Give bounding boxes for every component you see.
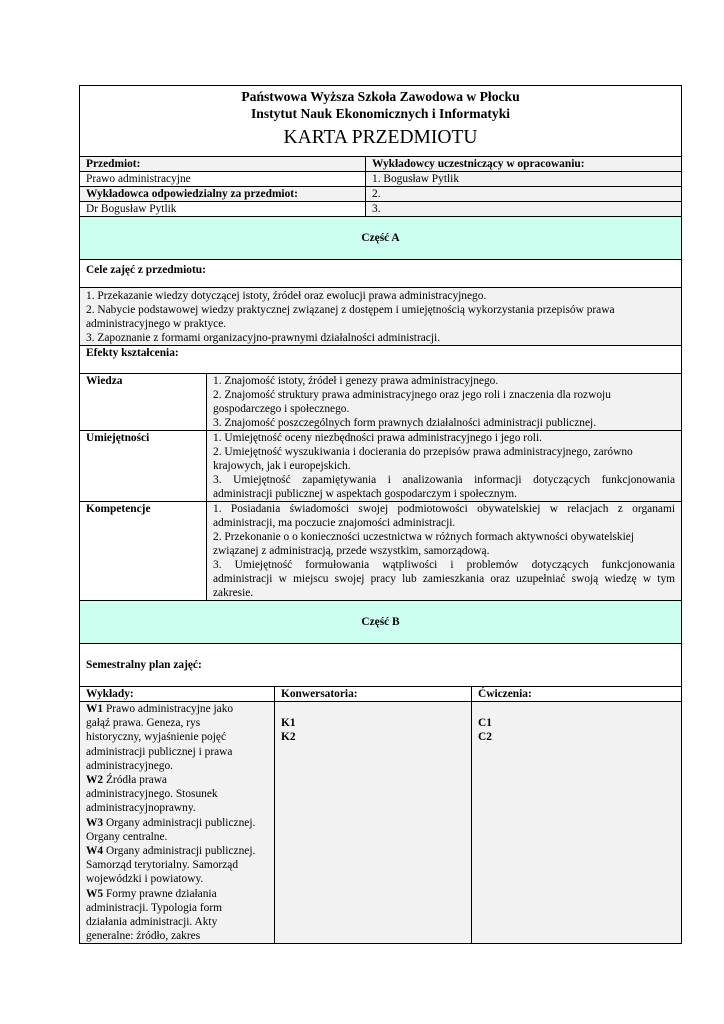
exercise-item: C1 (478, 717, 492, 729)
lecture-line: Organy administracji publicznej. (103, 845, 256, 858)
skills-line: 1. Umiejętność oceny niezbędności prawa administracyjnego i jego roli. (213, 432, 542, 444)
lecturers-label: Wykładowcy uczestniczący w opracowaniu: (366, 157, 682, 172)
skills-line: krajowych, jak i europejskich. (213, 460, 351, 472)
competence-line: związanej z administracją, przede wszystkim, samorządową. (213, 545, 490, 557)
part-b-title (80, 601, 682, 644)
responsible-value: Dr Bogusław Pytlik (80, 202, 366, 217)
goal-2: 2. Nabycie podstawowej wiedzy praktycznej związanej z dostępem i umiejętnością wykorzystania przepisów prawa (86, 304, 615, 316)
lecture-line: Źródła prawa (103, 774, 167, 787)
responsible-label: Wykładowca odpowiedzialny za przedmiot: (80, 187, 366, 202)
goal-1: 1. Przekazanie wiedzy dotyczącej istoty, źródeł oraz ewolucji prawa administracyjnego. (86, 290, 487, 302)
subject-label: Przedmiot: (80, 157, 366, 172)
lecture-line: administracyjnoprawny. (86, 802, 196, 815)
lecture-code: W3 (86, 816, 104, 829)
lecture-item (86, 887, 268, 944)
document-title: KARTA PRZEDMIOTU (283, 127, 478, 148)
lectures-list (80, 702, 275, 944)
competence-line: 1. Posiadania świadomości swojej podmiotowości obywatelskiej w relacjach z organami (213, 503, 675, 515)
lecturer-1: 1. Bogusław Pytlik (366, 172, 682, 187)
exercise-item: C2 (478, 731, 492, 744)
lecture-line: gałąź prawa. Geneza, rys (86, 717, 201, 730)
outcome-knowledge-text (207, 374, 682, 431)
subject-value: Prawo administracyjne (80, 172, 366, 187)
competence-line: 3. Umiejętność formułowania wątpliwości i problemów dotyczących funkcjonowania (213, 559, 675, 571)
institute-name: Instytut Nauk Ekonomicznych i Informatyki (250, 106, 511, 121)
goal-3: 3. Zapoznanie z formami organizacyjno-prawnymi działalności administracji. (86, 332, 441, 344)
outcome-skills-label: Umiejętności (80, 431, 207, 502)
conversatory-item: K2 (281, 731, 296, 744)
competence-line: 2. Przekonanie o o konieczności uczestnictwa w różnych formach aktywności obywatelskiej (213, 531, 634, 543)
lecture-item (86, 773, 268, 816)
skills-line: administracji publicznej w aspektach gospodarczym i społecznym. (213, 488, 517, 500)
lecture-item (86, 702, 268, 773)
knowledge-line: 1. Znajomość istoty, źródeł i genezy prawa administracyjnego. (213, 375, 499, 387)
lecture-code: W5 (86, 887, 104, 900)
course-card (79, 85, 681, 943)
lecture-line: Samorząd terytorialny. Samorząd (86, 859, 239, 872)
competence-line: zakresie. (213, 587, 254, 599)
part-a-title (80, 217, 682, 260)
goals-list (80, 288, 682, 346)
outcome-competences-text (207, 502, 682, 601)
info-table (79, 85, 682, 217)
lecture-code: W4 (86, 845, 104, 858)
lecture-code: W2 (86, 774, 104, 787)
col-lectures-header: Wykłady: (80, 687, 275, 702)
lecture-line: historyczny, wyjaśnienie pojęć (86, 731, 227, 744)
competence-line: administracji w miejscu swojej pracy lub zamieszkania oraz uzupełniać swoją wiedzę w tym (213, 573, 675, 585)
lecture-item (86, 844, 268, 887)
lecture-line: działania administracji. Akty (86, 916, 218, 929)
lecture-line: Organy administracji publicznej. (103, 816, 256, 829)
lecture-line: generalne: źródło, zakres (86, 930, 201, 943)
part-b-title-text: Część B (361, 616, 400, 628)
outcome-knowledge-label: Wiedza (80, 374, 207, 431)
part-a-table (79, 216, 682, 687)
exercises-list (472, 702, 682, 944)
conversatory-item: K1 (281, 717, 296, 729)
lecture-item (86, 816, 268, 844)
skills-line: 3. Umiejętność zapamiętywania i analizowania informacji dotyczących funkcjonowania (213, 474, 675, 486)
knowledge-line: gospodarczego i społecznego. (213, 403, 350, 415)
lecture-code: W1 (86, 703, 104, 715)
competence-line: administracji, ma poczucie znajomości administracji. (213, 517, 456, 529)
lecture-line: administracyjnego. (86, 759, 173, 772)
goal-2-cont: administracyjnego w praktyce. (86, 318, 227, 330)
lecturer-2: 2. (366, 187, 682, 202)
col-exercises-header: Ćwiczenia: (472, 687, 682, 702)
lecture-line: Prawo administracyjne jako (103, 703, 234, 715)
lecturer-3: 3. (366, 202, 682, 217)
outcome-competences-label: Kompetencje (80, 502, 207, 601)
part-a-title-text: Część A (361, 232, 400, 244)
knowledge-line: 3. Znajomość poszczególnych form prawnych działalności administracji publicznej. (213, 417, 597, 429)
lecture-line: administracji publicznej i prawa (86, 745, 233, 758)
outcome-skills-text (207, 431, 682, 502)
goals-label: Cele zajęć z przedmiotu: (80, 260, 682, 288)
knowledge-line: 2. Znajomość struktury prawa administracyjnego oraz jego roli i znaczenia dla rozwoju (213, 389, 611, 401)
plan-table (79, 686, 682, 944)
conversatories-list (275, 702, 472, 944)
lecture-line: administracji. Typologia form (86, 901, 222, 914)
lecture-line: Organy centralne. (86, 830, 168, 843)
col-conversatories-header: Konwersatoria: (275, 687, 472, 702)
document-header (80, 86, 682, 157)
skills-line: 2. Umiejętność wyszukiwania i docierania do przepisów prawa administracyjnego, zarówno (213, 446, 633, 458)
school-name: Państwowa Wyższa Szkoła Zawodowa w Płocku (241, 89, 520, 104)
lecture-line: wojewódzki i powiatowy. (86, 873, 204, 886)
outcomes-label: Efekty kształcenia: (80, 346, 682, 374)
plan-label: Semestralny plan zajęć: (80, 644, 682, 687)
lecture-line: administracyjnego. Stosunek (86, 788, 218, 801)
lecture-line: Formy prawne działania (103, 887, 217, 900)
